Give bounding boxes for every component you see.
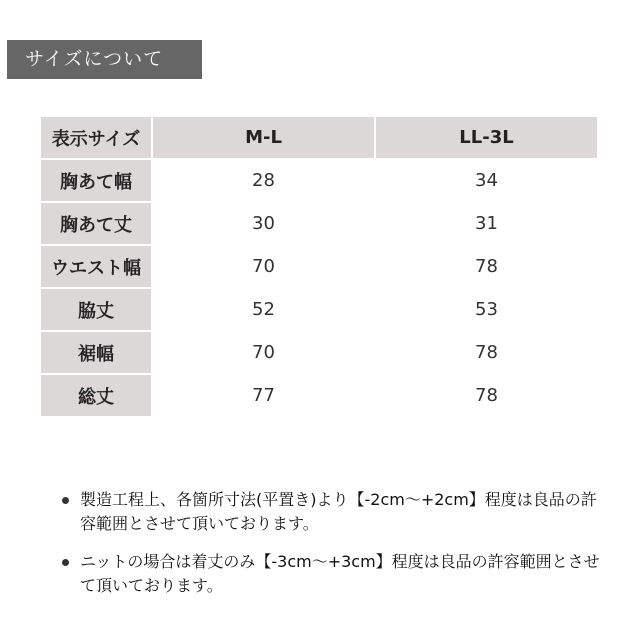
column-header: M-L (153, 117, 374, 158)
table-row (41, 332, 597, 373)
bullet-icon (62, 497, 69, 504)
section-title: サイズについて (7, 40, 202, 79)
row-label: 脇丈 (41, 289, 151, 330)
row-label: 胸あて幅 (41, 160, 151, 201)
list-item (62, 488, 602, 536)
note-text: ニットの場合は着丈のみ【-3cm～+3cm】程度は良品の許容範囲とさせて頂いております。 (80, 552, 600, 595)
table-cell: 52 (153, 289, 374, 330)
table-row (41, 160, 597, 201)
size-table (39, 115, 599, 418)
table-cell: 34 (376, 160, 597, 201)
table-cell: 70 (153, 332, 374, 373)
table-cell: 53 (376, 289, 597, 330)
notes-list (62, 488, 602, 612)
column-header: LL-3L (376, 117, 597, 158)
list-item (62, 550, 602, 598)
table-header-row (41, 117, 597, 158)
table-cell: 78 (376, 246, 597, 287)
table-cell: 78 (376, 375, 597, 416)
table-cell: 30 (153, 203, 374, 244)
header-label: 表示サイズ (41, 117, 151, 158)
table-row (41, 375, 597, 416)
table-cell: 28 (153, 160, 374, 201)
row-label: 総丈 (41, 375, 151, 416)
table-cell: 78 (376, 332, 597, 373)
bullet-icon (62, 559, 69, 566)
table-row (41, 203, 597, 244)
row-label: 胸あて丈 (41, 203, 151, 244)
table-cell: 70 (153, 246, 374, 287)
table-row (41, 246, 597, 287)
note-text: 製造工程上、各箇所寸法(平置き)より【-2cm～+2cm】程度は良品の許容範囲とさせて頂いております。 (80, 490, 597, 533)
table-cell: 77 (153, 375, 374, 416)
table-row (41, 289, 597, 330)
row-label: 裾幅 (41, 332, 151, 373)
table-cell: 31 (376, 203, 597, 244)
row-label: ウエスト幅 (41, 246, 151, 287)
